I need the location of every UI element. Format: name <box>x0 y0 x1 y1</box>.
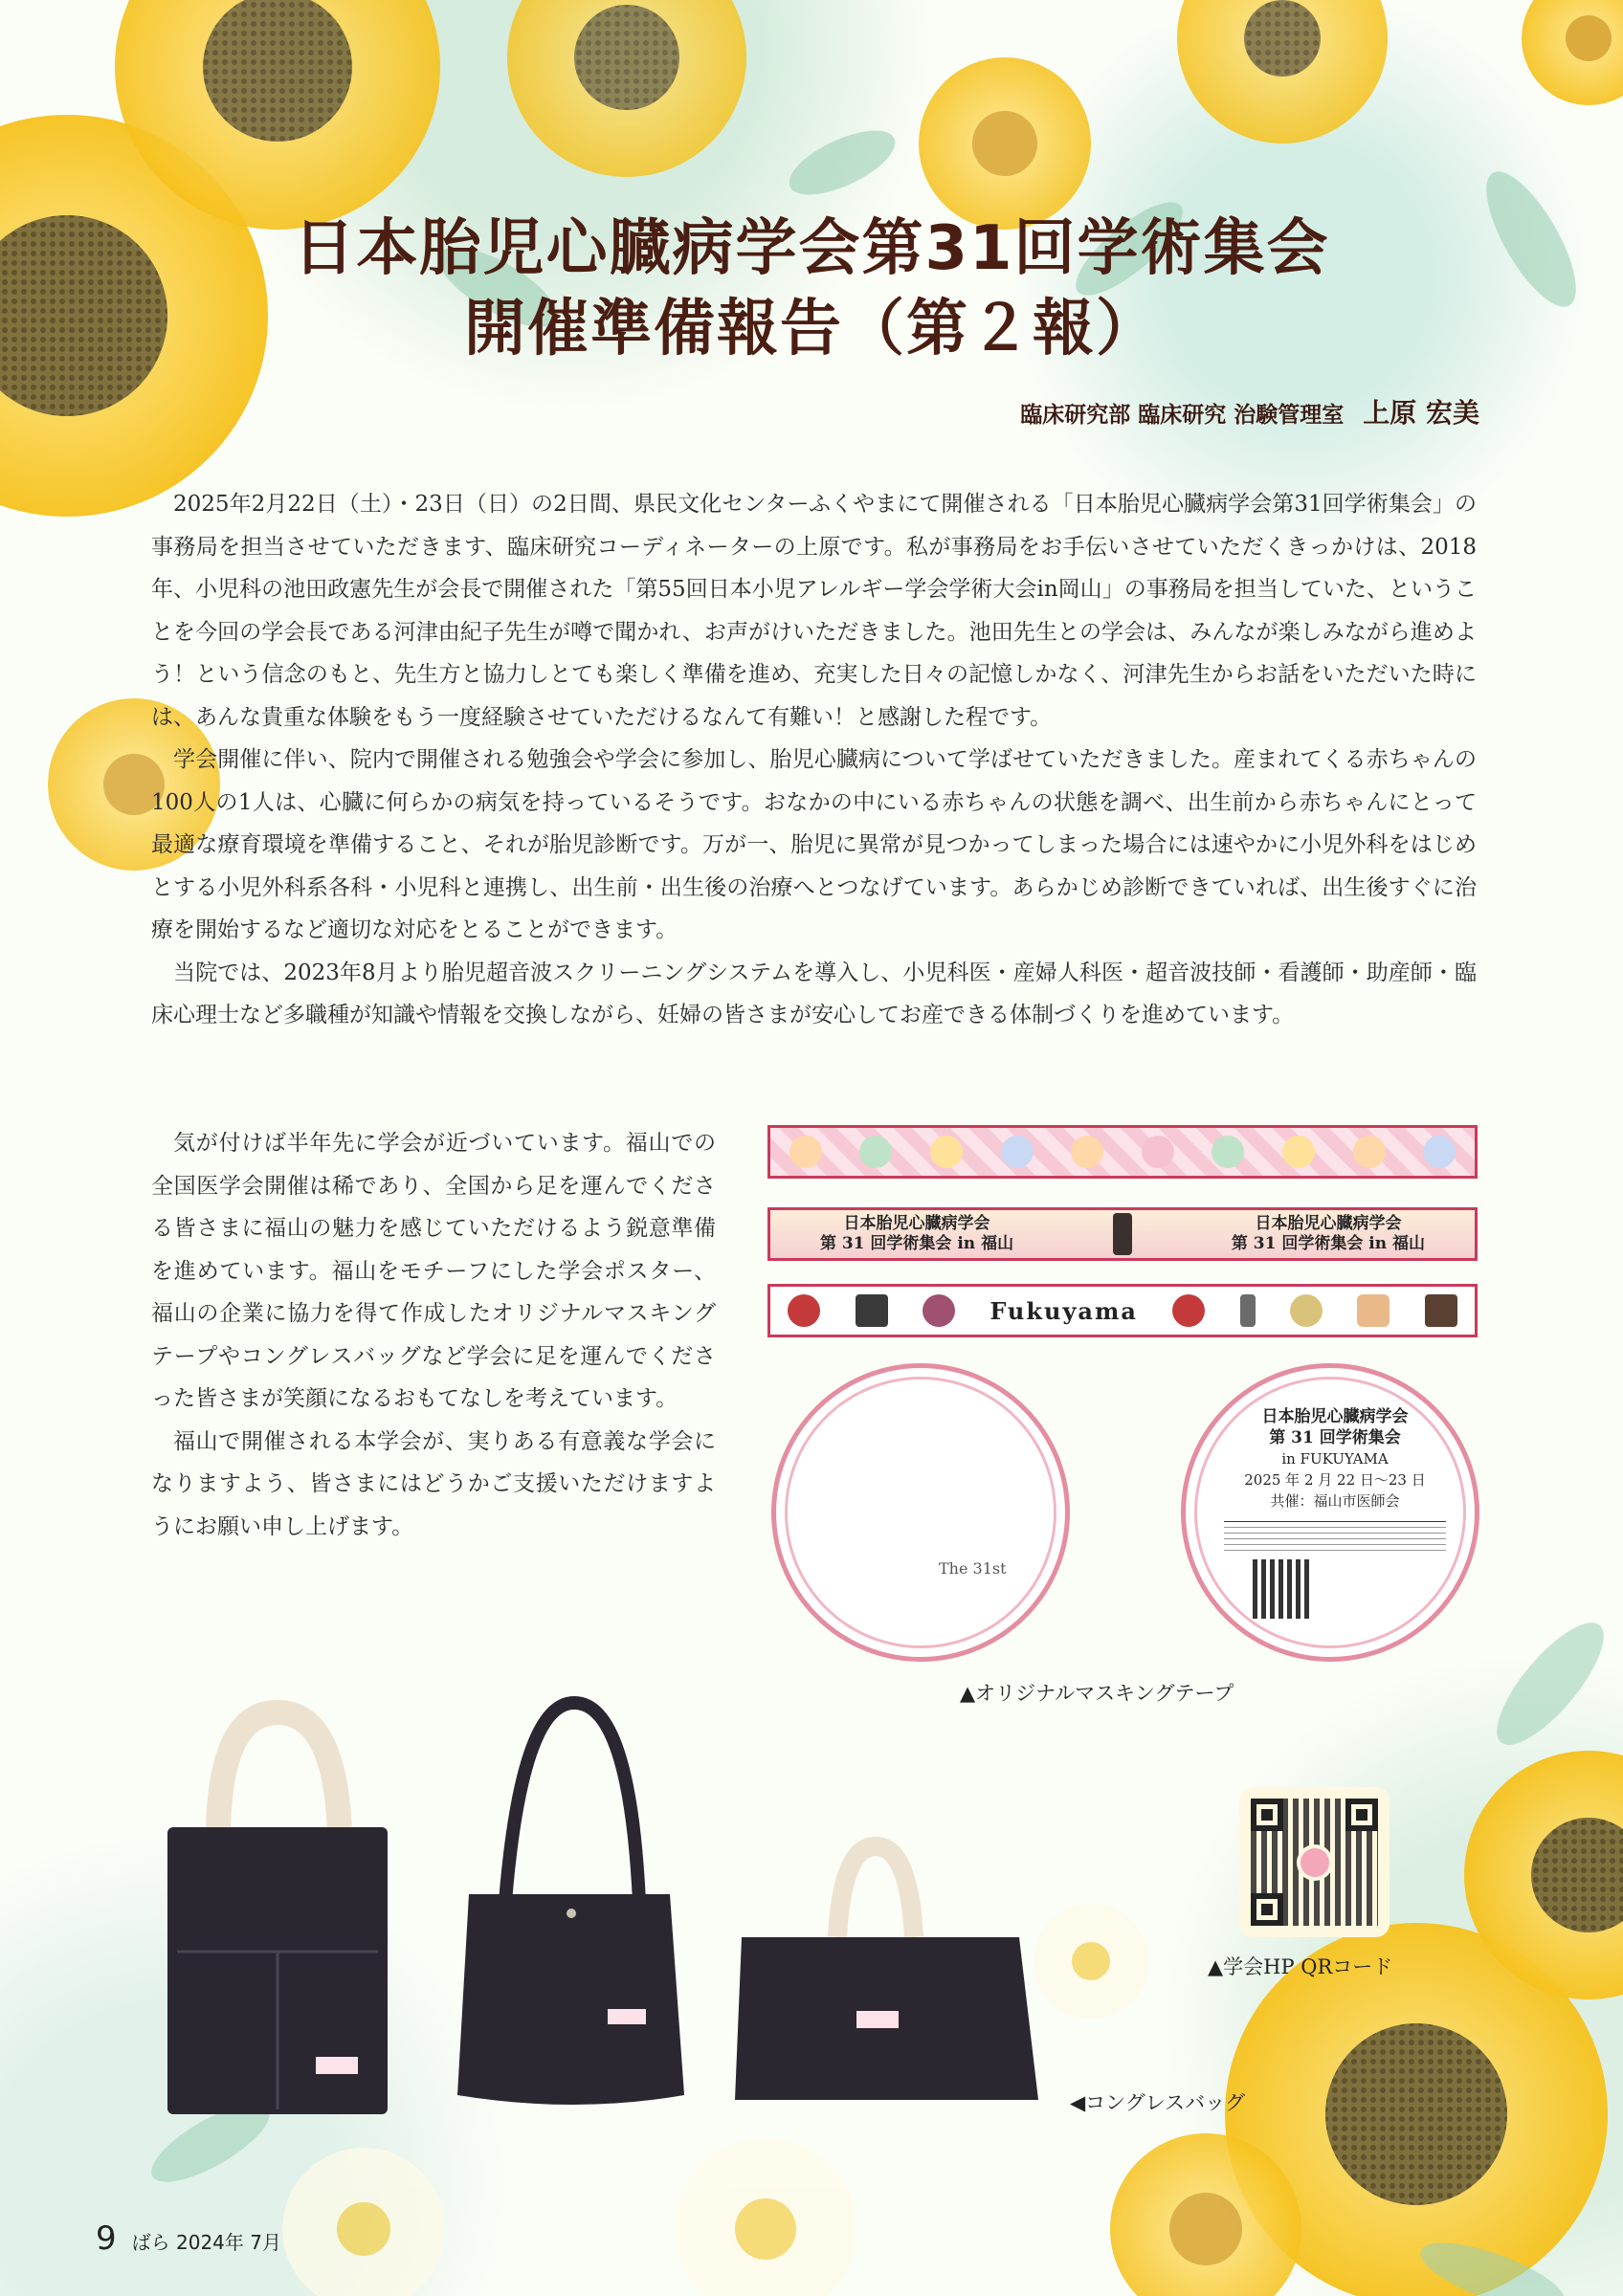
gourd-icon <box>1290 1294 1323 1327</box>
tote-bag-shoulder-icon <box>457 1703 684 2105</box>
fine-print <box>1224 1521 1446 1554</box>
sunflower-icon <box>1034 1904 1148 2019</box>
tape-banner-label: 日本胎児心臓病学会 第 31 回学術集会 in 福山 <box>819 1214 1014 1253</box>
title-line-2: 開催準備報告（第２報） <box>464 294 1159 364</box>
roll-label: The 31st <box>939 1559 1007 1578</box>
congress-bag-caption: ◀コングレスバッグ <box>1070 2091 1246 2114</box>
lighthouse-icon <box>1113 1213 1132 1255</box>
rose-icon <box>923 1294 955 1327</box>
baby-face-icon <box>789 1136 822 1168</box>
rattle-icon <box>1423 1136 1456 1168</box>
author-line <box>1020 392 1479 430</box>
masking-tape-roll-heart <box>771 1363 1070 1662</box>
star-icon <box>1282 1136 1315 1168</box>
magazine-issue: ばら 2024年 7月 <box>131 2231 281 2254</box>
duck-icon <box>930 1136 963 1168</box>
sunflower-icon <box>282 2148 445 2296</box>
qr-finder-icon <box>1251 1893 1283 1926</box>
ship-icon <box>1425 1294 1457 1327</box>
shirt-icon <box>1212 1136 1244 1168</box>
title-line-1: 日本胎児心臓病学会第31回学術集会 <box>293 213 1330 284</box>
heart-icon <box>1301 1848 1329 1877</box>
qr-finder-icon <box>1345 1799 1378 1831</box>
tape-banner-label: 日本胎児心臓病学会 第 31 回学術集会 in 福山 <box>1231 1214 1426 1253</box>
masking-tape-caption: ▲オリジナルマスキングテープ <box>960 1682 1234 1705</box>
paragraph: 2025年2月22日（土）・23日（日）の2日間、県民文化センターふくやまにて開催される「日本胎児心臓病学会第31回学術集会」の事務局を担当させていただきます、臨床研究コーディネーターの上原です。私が事務局をお手伝いさせていただくきっかけは、2018年、小児科の池田政憲先生が会長で開催された「第55回日本小児アレルギー学会学術大会in岡山」の事務局を担当していた、ということを今回の学会長である河津由紀子先生が噂で聞かれ、お声がけいただきました。池田先生との学会は、みんなが楽しみながら進めよう！という信念のもと、先生方と協力しとても楽しく準備を進め、充実した日々の記憶しかなく、河津先生からお話をいただいた時には、あんな貴重な体験をもう一度経験させていただけるなんて有難い！と感謝した程です。 <box>151 492 1477 730</box>
sunflower-icon <box>1522 0 1623 105</box>
author-affiliation: 臨床研究部 臨床研究 治験管理室 <box>1020 403 1345 428</box>
roll-label-text: 日本胎児心臓病学会 第 31 回学術集会 in FUKUYAMA 2025 年 2 月 22 日～23 日 共催：福山市医師会 <box>1244 1407 1426 1510</box>
conference-qr-code[interactable] <box>1239 1787 1390 1937</box>
rabbit-icon <box>1142 1136 1174 1168</box>
baby-face-icon <box>1353 1136 1386 1168</box>
qr-code-icon <box>1253 1559 1312 1619</box>
castle-icon <box>856 1294 888 1327</box>
masking-tape-strip-banner <box>767 1207 1478 1261</box>
sunflower-icon <box>507 0 746 177</box>
tote-bag-small-icon <box>735 1846 1038 2100</box>
article-body <box>151 483 1477 1037</box>
tape-fukuyama-label: Fukuyama <box>989 1296 1138 1325</box>
tote-bag-tall-icon <box>167 1712 388 2114</box>
paragraph: 福山で開催される本学会が、実りある有意義な学会になりますよう、皆さまにはどうかご支援いただけますようにお願い申し上げます。 <box>151 1428 716 1539</box>
author-name: 上原 宏美 <box>1363 397 1479 429</box>
sunflower-icon <box>919 57 1091 230</box>
rose-icon <box>788 1294 820 1327</box>
qr-code-icon <box>1251 1799 1378 1926</box>
masking-tape-strip-fukuyama <box>767 1284 1478 1337</box>
masking-tape-strip-pattern <box>767 1125 1478 1179</box>
bear-icon <box>1001 1136 1034 1168</box>
baby-face-icon <box>1071 1136 1103 1168</box>
paragraph: 学会開催に伴い、院内で開催される勉強会や学会に参加し、胎児心臓病について学ばせていただきました。産まれてくる赤ちゃんの100人の1人は、心臓に何らかの病気を持っているそうです。おなかの中にいる赤ちゃんの状態を調べ、出生前から赤ちゃんにとって最適な療育環境を準備すること、それが胎児診断です。万が一、胎児に異常が見つかってしまった場合には速やかに小児外科をはじめとする小児外科系各科・小児科と連携し、出生前・出生後の治療へとつなげています。あらかじめ診断できていれば、出生後すぐに治療を開始するなど適切な対応をとることができます。 <box>151 747 1477 942</box>
lighthouse-icon <box>1240 1294 1256 1327</box>
paragraph: 気が付けば半年先に学会が近づいています。福山での全国医学会開催は稀であり、全国から足を運んでくださる皆さまに福山の魅力を感じていただけるよう鋭意準備を進めています。福山をモチーフにした学会ポスター、福山の企業に協力を得て作成したオリジナルマスキングテープやコングレスバッグなど学会に足を運んでくださった皆さまが笑顔になるおもてなしを考えています。 <box>151 1131 716 1411</box>
qr-caption: ▲学会HP QRコード <box>1208 1955 1393 1978</box>
page-footer <box>96 2219 281 2258</box>
qr-finder-icon <box>1251 1799 1283 1831</box>
bottle-icon <box>859 1136 892 1168</box>
article-title <box>0 209 1623 369</box>
article-body-left-column <box>151 1122 716 1548</box>
geta-icon <box>1357 1294 1390 1327</box>
rose-icon <box>1172 1294 1205 1327</box>
page-number: 9 <box>96 2219 117 2258</box>
masking-tape-roll-label <box>1181 1363 1479 1662</box>
paragraph: 当院では、2023年8月より胎児超音波スクリーニングシステムを導入し、小児科医・産婦人科医・超音波技師・看護師・助産師・臨床心理士など多職種が知識や情報を交換しながら、妊婦の皆さまが安心してお産できる体制づくりを進めています。 <box>151 960 1477 1027</box>
sunflower-icon <box>675 2138 856 2296</box>
sunflower-icon <box>1177 0 1388 144</box>
